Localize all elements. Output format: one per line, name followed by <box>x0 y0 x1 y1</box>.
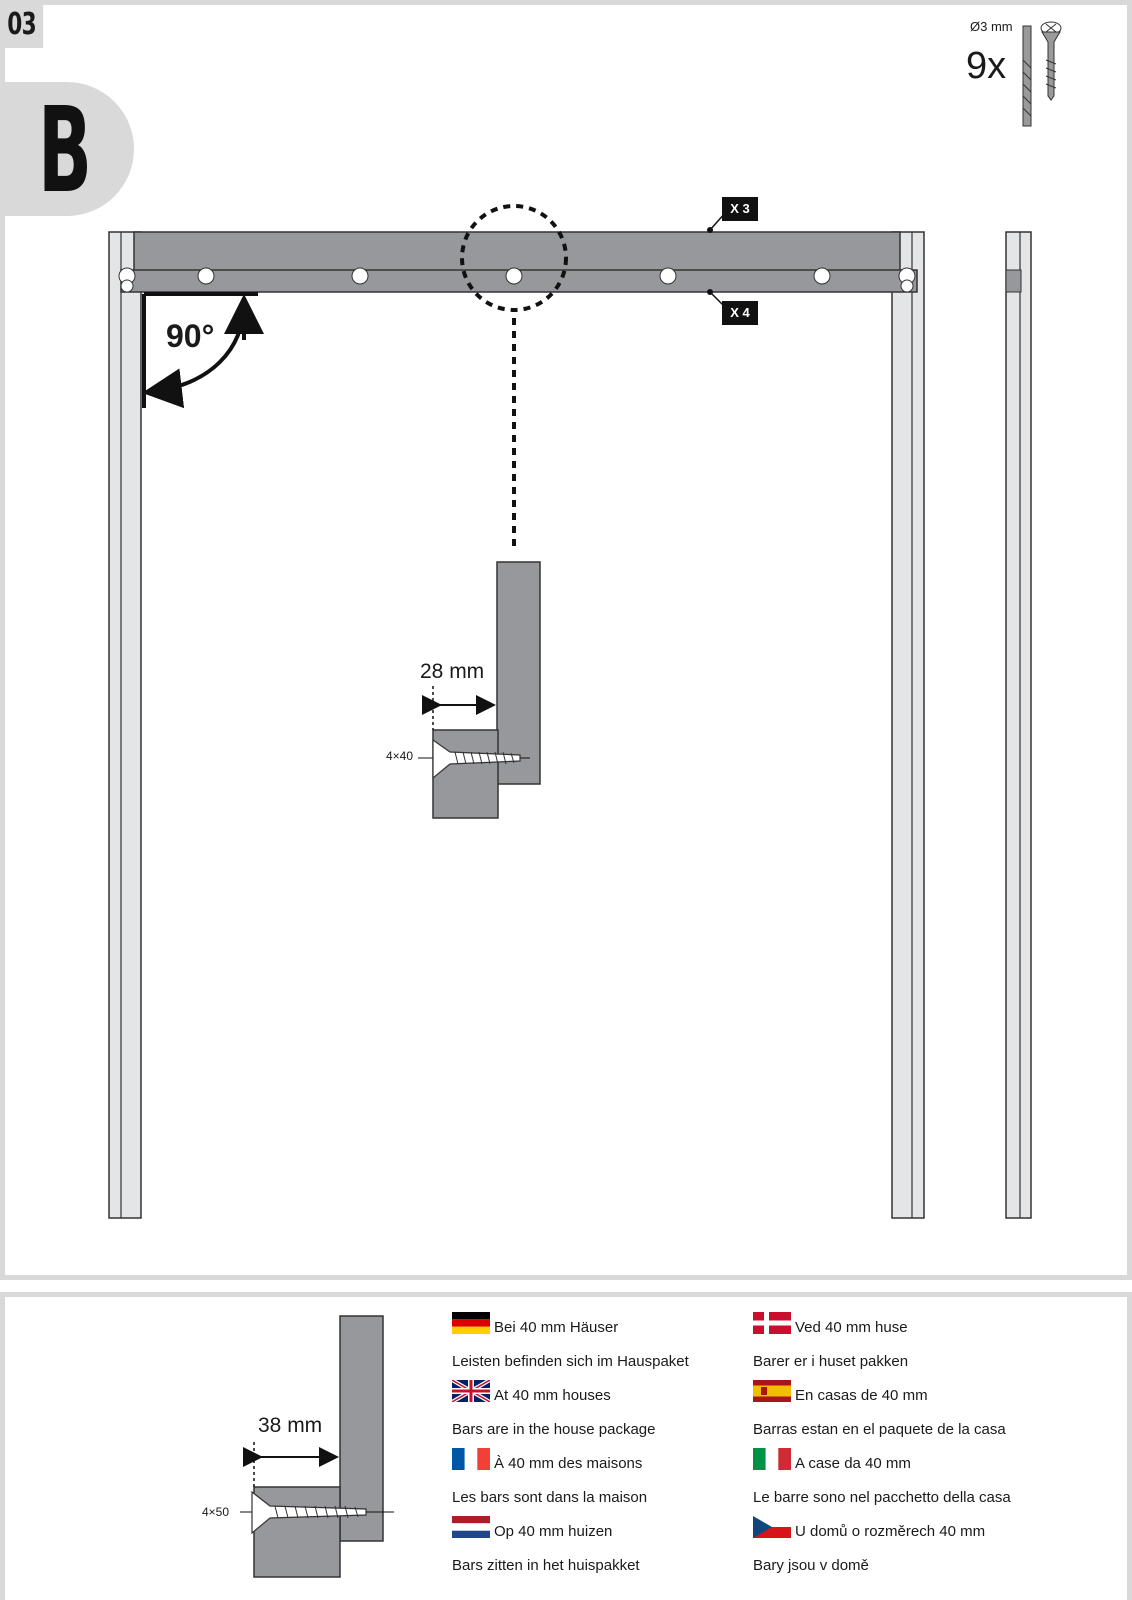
es-flag-icon <box>753 1380 791 1402</box>
distance-28-label: 28 mm <box>420 660 485 683</box>
cz-flag-icon <box>753 1516 791 1538</box>
nl-flag-icon <box>452 1516 490 1538</box>
screw-4x40-label: 4×40 <box>386 749 414 763</box>
distance-38-label: 38 mm <box>258 1414 323 1437</box>
gb-flag-icon <box>452 1380 490 1402</box>
step-number: 03 <box>0 0 43 48</box>
left-post <box>109 232 141 1218</box>
de-line1: Bei 40 mm Häuser <box>494 1318 619 1336</box>
de-line2: Leisten befinden sich im Hauspaket <box>452 1352 689 1370</box>
it-line1: A case da 40 mm <box>795 1454 911 1472</box>
x3-label: X 3 <box>730 201 750 216</box>
es-line1: En casas de 40 mm <box>795 1386 928 1404</box>
angle-label: 90° <box>166 318 215 354</box>
drill-size-label: Ø3 mm <box>970 19 1013 34</box>
nl-line1: Op 40 mm huizen <box>494 1522 613 1540</box>
dk-flag-icon <box>753 1312 791 1334</box>
it-line2: Le barre sono nel pacchetto della casa <box>753 1488 1011 1506</box>
es-line2: Barras estan en el paquete de la casa <box>753 1420 1006 1438</box>
drill-bit-icon <box>1023 26 1031 126</box>
quantity-label: 9x <box>966 45 1007 87</box>
fr-line1: À 40 mm des maisons <box>494 1454 643 1472</box>
detail-28mm <box>418 562 540 818</box>
gb-line1: At 40 mm houses <box>494 1386 611 1404</box>
nl-line2: Bars zitten in het huispakket <box>452 1556 640 1574</box>
fr-flag-icon <box>452 1448 490 1470</box>
top-board <box>121 232 917 292</box>
screw-4x50-label: 4×50 <box>202 1505 230 1519</box>
language-column-left <box>452 1310 689 1582</box>
dk-line2: Barer er i huset pakken <box>753 1352 909 1370</box>
dk-line1: Ved 40 mm huse <box>795 1318 908 1336</box>
gb-line2: Bars are in the house package <box>452 1420 656 1438</box>
it-flag-icon <box>753 1448 791 1470</box>
language-column-right <box>753 1310 1011 1582</box>
de-flag-icon <box>452 1312 490 1334</box>
detail-38mm <box>240 1316 394 1577</box>
section-letter: B <box>38 81 92 219</box>
cz-line1: U domů o rozměrech 40 mm <box>795 1522 986 1540</box>
cz-line2: Bary jsou v domě <box>753 1556 869 1574</box>
x4-label: X 4 <box>730 305 750 320</box>
fr-line2: Les bars sont dans la maison <box>452 1488 648 1506</box>
right-post <box>892 232 924 1218</box>
side-view-post <box>1006 232 1031 1218</box>
screw-icon <box>1041 22 1061 100</box>
